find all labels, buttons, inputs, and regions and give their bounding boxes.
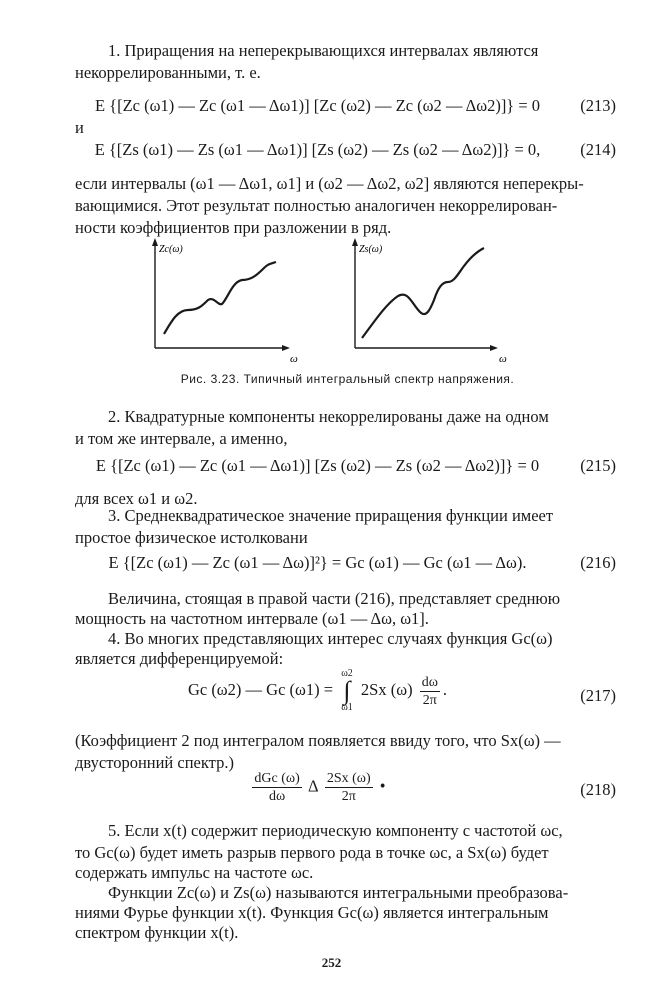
- equation-218-number: (218): [580, 780, 616, 799]
- item2-line2: и том же интервале, а именно,: [75, 429, 288, 448]
- equation-215-number: (215): [580, 456, 616, 475]
- item4-line1: 4. Во многих представляющих интерес случаях функция Gc(ω): [108, 629, 553, 648]
- equation-218-formula: $\frac{\text{dGc (ω)}}{d\omega}$ Δ $\frac{2Sx (\omega)}{2\pi}$ •: [254, 771, 386, 804]
- forall-line: для всех ω1 и ω2.: [75, 489, 198, 508]
- eq217-lhs: Gc (ω2) — Gc (ω1) =: [187, 679, 334, 699]
- equation-213-number: (213): [580, 96, 616, 115]
- left-x-arrow: [282, 345, 290, 351]
- item4-line2: является дифференцируемой:: [75, 649, 284, 668]
- eq218-num2: 2Sx (ω): [326, 771, 371, 786]
- final-line2: ниями Фурье функции x(t). Функция Gc(ω) является интегральным: [75, 903, 549, 922]
- eq217-fraction: [420, 674, 440, 709]
- equation-216-number: (216): [580, 553, 616, 572]
- right-y-label: Zs(ω): [359, 244, 383, 255]
- integral-upper-limit: ω2: [341, 668, 353, 679]
- eq217-frac-num: dω: [421, 674, 438, 690]
- item2-line1: 2. Квадратурные компоненты некоррелированы даже на одном: [108, 407, 549, 426]
- equation-216: [75, 553, 620, 577]
- item3-line1: 3. Среднеквадратическое значение приращения функции имеет: [108, 506, 554, 525]
- left-y-arrow: [152, 238, 158, 246]
- right-x-arrow: [490, 345, 498, 351]
- item1-line2: некоррелированными, т. е.: [75, 63, 261, 82]
- item5-line1: 5. Если x(t) содержит периодическую компоненту с частотой ωc,: [108, 821, 563, 840]
- coef-line1: (Коэффициент 2 под интегралом появляется ввиду того, что Sx(ω) —: [75, 731, 561, 750]
- intervals-line1: если интервалы (ω1 — Δω1, ω1] и (ω2 — Δω2, ω2] являются неперекры-: [75, 174, 584, 193]
- intervals-line3: ности коэффициентов при разложении в ряд.: [75, 218, 392, 237]
- page-number: 252: [321, 955, 342, 970]
- intervals-line2: вающимися. Этот результат полностью аналогичен некоррелирован-: [75, 196, 558, 215]
- item1-line1: 1. Приращения на неперекрывающихся интервалах являются: [108, 41, 539, 60]
- eq218-den2: 2π: [341, 789, 356, 804]
- eq217-frac-den: 2π: [422, 692, 437, 708]
- right-spectrum-curve: [362, 248, 484, 338]
- left-x-label: ω: [290, 353, 298, 363]
- equation-215: [75, 456, 620, 480]
- figure-caption: Рис. 3.23. Типичный интегральный спектр напряжения.: [180, 372, 515, 386]
- right-x-label: ω: [499, 353, 507, 363]
- equation-218: [75, 770, 620, 810]
- equation-214-formula: E {[Zs (ω1) — Zs (ω1 — Δω1)] [Zs (ω2) — Zs (ω2 — Δω2)]} = 0,: [94, 140, 541, 159]
- equation-217: [75, 668, 620, 720]
- item5-line3: содержать импульс на частоте ωc.: [75, 863, 314, 882]
- value-line1: Величина, стоящая в правой части (216), представляет среднюю: [108, 589, 561, 608]
- equation-213: [75, 96, 620, 120]
- equation-213-formula: E {[Zc (ω1) — Zc (ω1 — Δω1)] [Zc (ω2) — Zc (ω2 — Δω2)]} = 0: [94, 96, 541, 115]
- eq218-fraction-left: [252, 770, 301, 805]
- left-y-label: Zc(ω): [159, 244, 183, 255]
- integral-lower-limit: ω1: [341, 702, 353, 713]
- final-line3: спектром функции x(t).: [75, 923, 239, 942]
- equation-214: [75, 140, 620, 164]
- equation-216-formula: E {[Zc (ω1) — Zc (ω1 — Δω)]²} = Gc (ω1) — Gc (ω1 — Δω).: [108, 553, 527, 572]
- equation-217-number: (217): [580, 686, 616, 705]
- left-spectrum-curve: [164, 262, 276, 334]
- eq218-symbol: Δ: [308, 776, 318, 796]
- integral-sign: [341, 668, 353, 714]
- conjunction-text: и: [75, 118, 84, 137]
- integral-symbol: ∫: [343, 676, 351, 705]
- equation-217-formula: Gc (ω2) — Gc (ω1) = ω2 ∫ ω1 2Sx (ω) $\frac{d\omega}{2\pi}$ .: [187, 668, 448, 713]
- equation-214-number: (214): [580, 140, 616, 159]
- item5-line2: то Gc(ω) будет иметь разрыв первого рода в точке ωc, а Sx(ω) будет: [75, 843, 549, 862]
- item3-line2: простое физическое истолковани: [75, 528, 308, 547]
- coef-line2: двусторонний спектр.): [75, 753, 234, 772]
- equation-215-formula: E {[Zc (ω1) — Zc (ω1 — Δω1)] [Zs (ω2) — Zs (ω2 — Δω2)]} = 0: [95, 456, 540, 475]
- right-y-arrow: [352, 238, 358, 246]
- eq218-num1: dGc (ω): [254, 771, 300, 786]
- conjunction-and: [75, 118, 620, 142]
- eq218-den1: dω: [269, 789, 286, 804]
- spectrum-figure: [150, 238, 520, 363]
- eq218-fraction-right: [325, 770, 373, 805]
- eq217-integrand: 2Sx (ω): [360, 679, 413, 699]
- value-line2: мощность на частотном интервале (ω1 — Δω, ω1].: [75, 609, 429, 628]
- final-line1: Функции Zc(ω) и Zs(ω) называются интегральными преобразова-: [108, 883, 569, 902]
